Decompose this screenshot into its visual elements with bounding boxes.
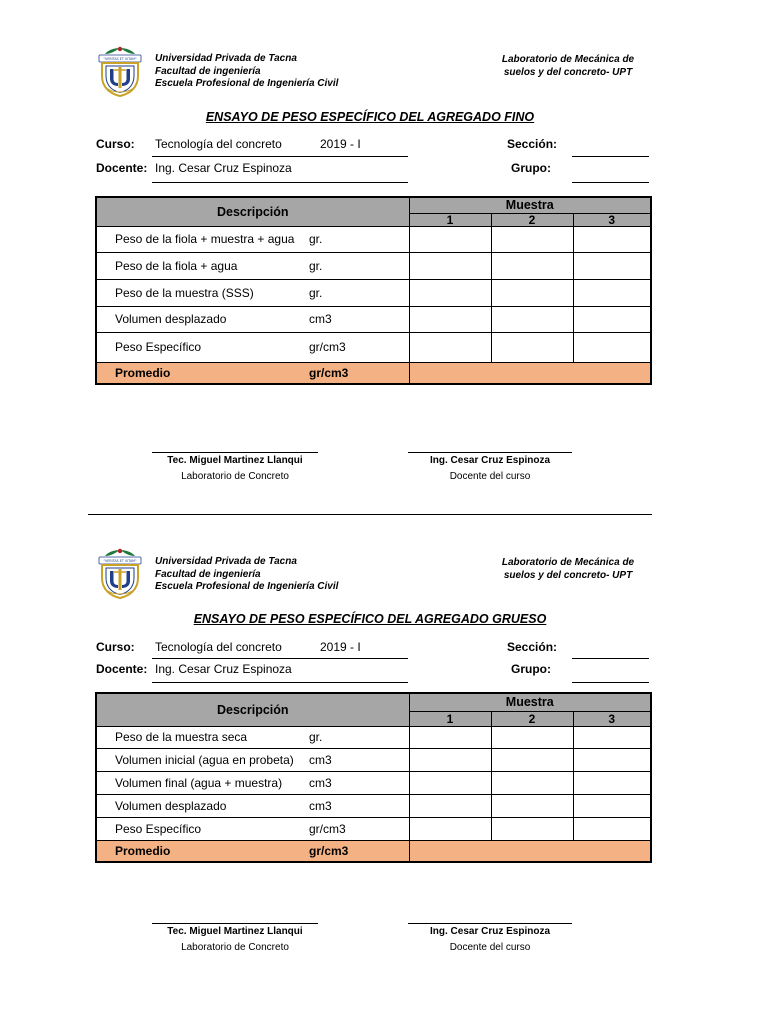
sample-2-cell[interactable] xyxy=(491,226,573,252)
row-unit: gr. xyxy=(309,252,409,279)
grupo-field[interactable] xyxy=(572,182,649,183)
signature-left-name: Tec. Miguel Martinez Llanqui xyxy=(167,926,303,937)
row-label: Peso de la muestra seca xyxy=(96,726,309,748)
sample-2-cell[interactable] xyxy=(491,279,573,306)
signature-left xyxy=(152,923,318,953)
sample-1-cell[interactable] xyxy=(409,748,491,771)
sample-3-cell[interactable] xyxy=(573,817,651,840)
row-unit: cm3 xyxy=(309,771,409,794)
seccion-label: Sección: xyxy=(507,137,558,151)
sample-2-cell[interactable] xyxy=(491,748,573,771)
curso-underline xyxy=(152,156,408,157)
sample-3-cell[interactable] xyxy=(573,279,651,306)
sample-2-cell[interactable] xyxy=(491,794,573,817)
sample-column-header: 3 xyxy=(573,213,651,226)
signature-right-role: Docente del curso xyxy=(449,942,531,953)
curso-value: Tecnología del concreto xyxy=(155,137,282,151)
docente-value: Ing. Cesar Cruz Espinoza xyxy=(155,662,292,676)
table-row xyxy=(96,817,651,840)
period-value: 2019 - I xyxy=(320,137,361,151)
lab-line-2: suelos y del concreto- UPT xyxy=(503,570,633,581)
faculty-name: Facultad de ingeniería xyxy=(155,568,261,580)
results-table xyxy=(95,196,652,385)
descripcion-header: Descripción xyxy=(96,197,409,226)
muestra-header: Muestra xyxy=(409,693,651,711)
svg-text:"VERITAS ET VITAM": "VERITAS ET VITAM" xyxy=(103,559,137,563)
sample-1-cell[interactable] xyxy=(409,226,491,252)
signature-left xyxy=(152,452,318,482)
docente-label: Docente: xyxy=(96,662,148,676)
docente-value: Ing. Cesar Cruz Espinoza xyxy=(155,161,292,175)
university-name: Universidad Privada de Tacna xyxy=(155,53,297,64)
row-unit: cm3 xyxy=(309,794,409,817)
grupo-field[interactable] xyxy=(572,682,649,683)
signature-left-role: Laboratorio de Concreto xyxy=(181,471,289,482)
curso-value: Tecnología del concreto xyxy=(155,640,282,654)
school-name: Escuela Profesional de Ingeniería Civil xyxy=(155,581,339,592)
promedio-value-cell[interactable] xyxy=(409,840,651,862)
signature-left-name: Tec. Miguel Martinez Llanqui xyxy=(167,455,303,466)
sample-1-cell[interactable] xyxy=(409,726,491,748)
signature-right-role: Docente del curso xyxy=(449,471,531,482)
row-unit: gr. xyxy=(309,279,409,306)
descripcion-header: Descripción xyxy=(96,693,409,726)
docente-label: Docente: xyxy=(96,161,148,175)
row-unit: cm3 xyxy=(309,306,409,332)
seccion-label: Sección: xyxy=(507,640,558,654)
promedio-unit: gr/cm3 xyxy=(309,840,409,862)
promedio-unit: gr/cm3 xyxy=(309,362,409,384)
sample-2-cell[interactable] xyxy=(491,771,573,794)
sample-3-cell[interactable] xyxy=(573,794,651,817)
table-row xyxy=(96,748,651,771)
row-label: Peso de la fiola + agua xyxy=(96,252,309,279)
docente-underline xyxy=(152,682,408,683)
grupo-label: Grupo: xyxy=(511,161,551,175)
period-value: 2019 - I xyxy=(320,640,361,654)
institution-block xyxy=(155,556,338,594)
university-name: Universidad Privada de Tacna xyxy=(155,556,297,567)
sample-column-header: 3 xyxy=(573,711,651,726)
lab-line-1: Laboratorio de Mecánica de xyxy=(501,557,635,568)
sample-1-cell[interactable] xyxy=(409,771,491,794)
sample-2-cell[interactable] xyxy=(491,306,573,332)
lab-block xyxy=(478,53,658,79)
row-unit: gr. xyxy=(309,726,409,748)
lab-line-2: suelos y del concreto- UPT xyxy=(503,67,633,78)
sample-2-cell[interactable] xyxy=(491,726,573,748)
table-row xyxy=(96,252,651,279)
row-unit: gr/cm3 xyxy=(309,817,409,840)
table-row xyxy=(96,794,651,817)
sample-3-cell[interactable] xyxy=(573,332,651,362)
form-title: ENSAYO DE PESO ESPECÍFICO DEL AGREGADO GRUESO xyxy=(193,612,547,626)
sample-3-cell[interactable] xyxy=(573,748,651,771)
sample-3-cell[interactable] xyxy=(573,306,651,332)
row-label: Volumen desplazado xyxy=(96,306,309,332)
institution-block xyxy=(155,53,338,91)
promedio-row xyxy=(96,362,651,384)
sample-column-header: 1 xyxy=(409,711,491,726)
school-name: Escuela Profesional de Ingeniería Civil xyxy=(155,78,339,89)
curso-label: Curso: xyxy=(96,640,135,654)
signature-right-name: Ing. Cesar Cruz Espinoza xyxy=(429,455,551,466)
results-table xyxy=(95,692,652,863)
sample-3-cell[interactable] xyxy=(573,771,651,794)
seccion-field[interactable] xyxy=(572,658,649,659)
university-logo xyxy=(96,46,144,98)
sample-1-cell[interactable] xyxy=(409,817,491,840)
row-label: Peso Específico xyxy=(96,332,309,362)
sample-column-header: 1 xyxy=(409,213,491,226)
table-row xyxy=(96,279,651,306)
signature-left-role: Laboratorio de Concreto xyxy=(181,942,289,953)
promedio-label: Promedio xyxy=(96,840,309,862)
form-title: ENSAYO DE PESO ESPECÍFICO DEL AGREGADO FINO xyxy=(205,110,535,124)
row-unit: cm3 xyxy=(309,748,409,771)
lab-block xyxy=(478,556,658,582)
promedio-row xyxy=(96,840,651,862)
row-unit: gr/cm3 xyxy=(309,332,409,362)
sample-1-cell[interactable] xyxy=(409,332,491,362)
svg-text:"VERITAS ET VITAM": "VERITAS ET VITAM" xyxy=(103,57,137,61)
signature-right-name: Ing. Cesar Cruz Espinoza xyxy=(429,926,551,937)
row-label: Volumen final (agua + muestra) xyxy=(96,771,309,794)
table-row xyxy=(96,226,651,252)
promedio-label: Promedio xyxy=(96,362,309,384)
sample-column-header: 2 xyxy=(491,711,573,726)
curso-label: Curso: xyxy=(96,137,135,151)
lab-line-1: Laboratorio de Mecánica de xyxy=(501,54,635,65)
row-unit: gr. xyxy=(309,226,409,252)
promedio-value-cell[interactable] xyxy=(409,362,651,384)
grupo-label: Grupo: xyxy=(511,662,551,676)
faculty-name: Facultad de ingeniería xyxy=(155,65,261,77)
curso-underline xyxy=(152,658,408,659)
signature-right xyxy=(408,923,572,953)
table-row xyxy=(96,332,651,362)
sample-1-cell[interactable] xyxy=(409,252,491,279)
sample-1-cell[interactable] xyxy=(409,794,491,817)
page-divider xyxy=(88,514,652,515)
sample-2-cell[interactable] xyxy=(491,817,573,840)
sample-2-cell[interactable] xyxy=(491,332,573,362)
table-row xyxy=(96,726,651,748)
seccion-field[interactable] xyxy=(572,156,649,157)
table-row xyxy=(96,771,651,794)
row-label: Peso de la muestra (SSS) xyxy=(96,279,309,306)
docente-underline xyxy=(152,182,408,183)
sample-column-header: 2 xyxy=(491,213,573,226)
sample-1-cell[interactable] xyxy=(409,306,491,332)
row-label: Volumen inicial (agua en probeta) xyxy=(96,748,309,771)
row-label: Volumen desplazado xyxy=(96,794,309,817)
sample-3-cell[interactable] xyxy=(573,226,651,252)
sample-3-cell[interactable] xyxy=(573,252,651,279)
row-label: Peso Específico xyxy=(96,817,309,840)
muestra-header: Muestra xyxy=(409,197,651,213)
sample-1-cell[interactable] xyxy=(409,279,491,306)
university-logo xyxy=(96,548,144,600)
table-row xyxy=(96,306,651,332)
signature-right xyxy=(408,452,572,482)
row-label: Peso de la fiola + muestra + agua xyxy=(96,226,309,252)
sample-3-cell[interactable] xyxy=(573,726,651,748)
sample-2-cell[interactable] xyxy=(491,252,573,279)
